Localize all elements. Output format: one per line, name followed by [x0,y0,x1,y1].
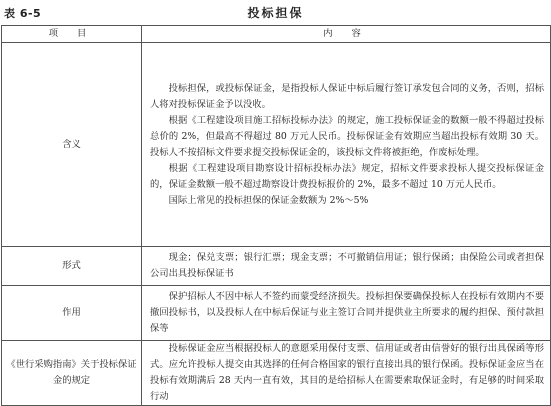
table-number: 表 6-5 [4,7,42,20]
row-content [142,286,551,341]
content-paragraph: 投标保证金应当根据投标人的意愿采用保付支票、信用证或者由信誉好的银行出具保函等形式。应允许投标人提交由其选择的任何合格国家的银行直接出具的银行保函。投标保证金应当在投标有效期满后 28 天内一直有效，其目的是给招标人在需要索取保证金时，有足够的时间采取行动 [150,343,544,402]
row-label: 含义 [2,43,142,247]
row-label: 形式 [2,247,142,286]
content-paragraph: 国际上常见的投标担保的保证金数额为 2%～5% [168,194,369,206]
row-content [142,341,551,406]
column-header-row [2,26,551,43]
row-label: 作用 [2,286,142,341]
content-paragraph: 现金；保兑支票；银行汇票；现金支票；不可撤销信用证；银行保函；由保险公司或者担保公司出具投标保证书 [150,252,544,279]
row-label: 《世行采购指南》关于投标保证金的规定 [2,341,142,406]
table-title: 投标担保 [247,6,304,20]
table-row-world-bank-guide [2,341,551,406]
content-paragraph: 根据《工程建设项目勘察设计招标投标办法》规定，招标文件要求投标人提交投标保证金的，保证金数额一般不超过勘察设计费投标报价的 2%，最多不超过 10 万元人民币。 [150,162,544,190]
content-paragraph: 根据《工程建设项目施工招标投标办法》的规定，施工投标保证金的数额一般不得超过投标总价的 2%，但最高不得超过 80 万元人民币。投标保证金有效期应当超出投标有效期 30 天。投标人不按招标文件要求提交投标保证金的，该投标文件将被拒绝，作废标处理。 [150,114,544,158]
table-header [0,0,551,26]
table-row-meaning [2,43,551,247]
column-header-item: 项 目 [2,26,142,43]
row-content [142,43,551,247]
table-row-form [2,247,551,286]
content-paragraph: 保护招标人不因中标人不签约而蒙受经济损失。投标担保要确保投标人在投标有效期内不要撤回投标书，以及投标人在中标后保证与业主签订合同并提供业主所要求的履约担保、预付款担保等 [150,291,544,334]
table-row-function [2,286,551,341]
content-paragraph: 投标担保，或投标保证金，是指投标人保证中标后履行签订承发包合同的义务，否则，招标人将对投标保证金予以没收。 [150,82,544,110]
column-header-content: 内 容 [142,26,551,43]
guarantee-table [1,25,551,406]
row-content [142,247,551,286]
